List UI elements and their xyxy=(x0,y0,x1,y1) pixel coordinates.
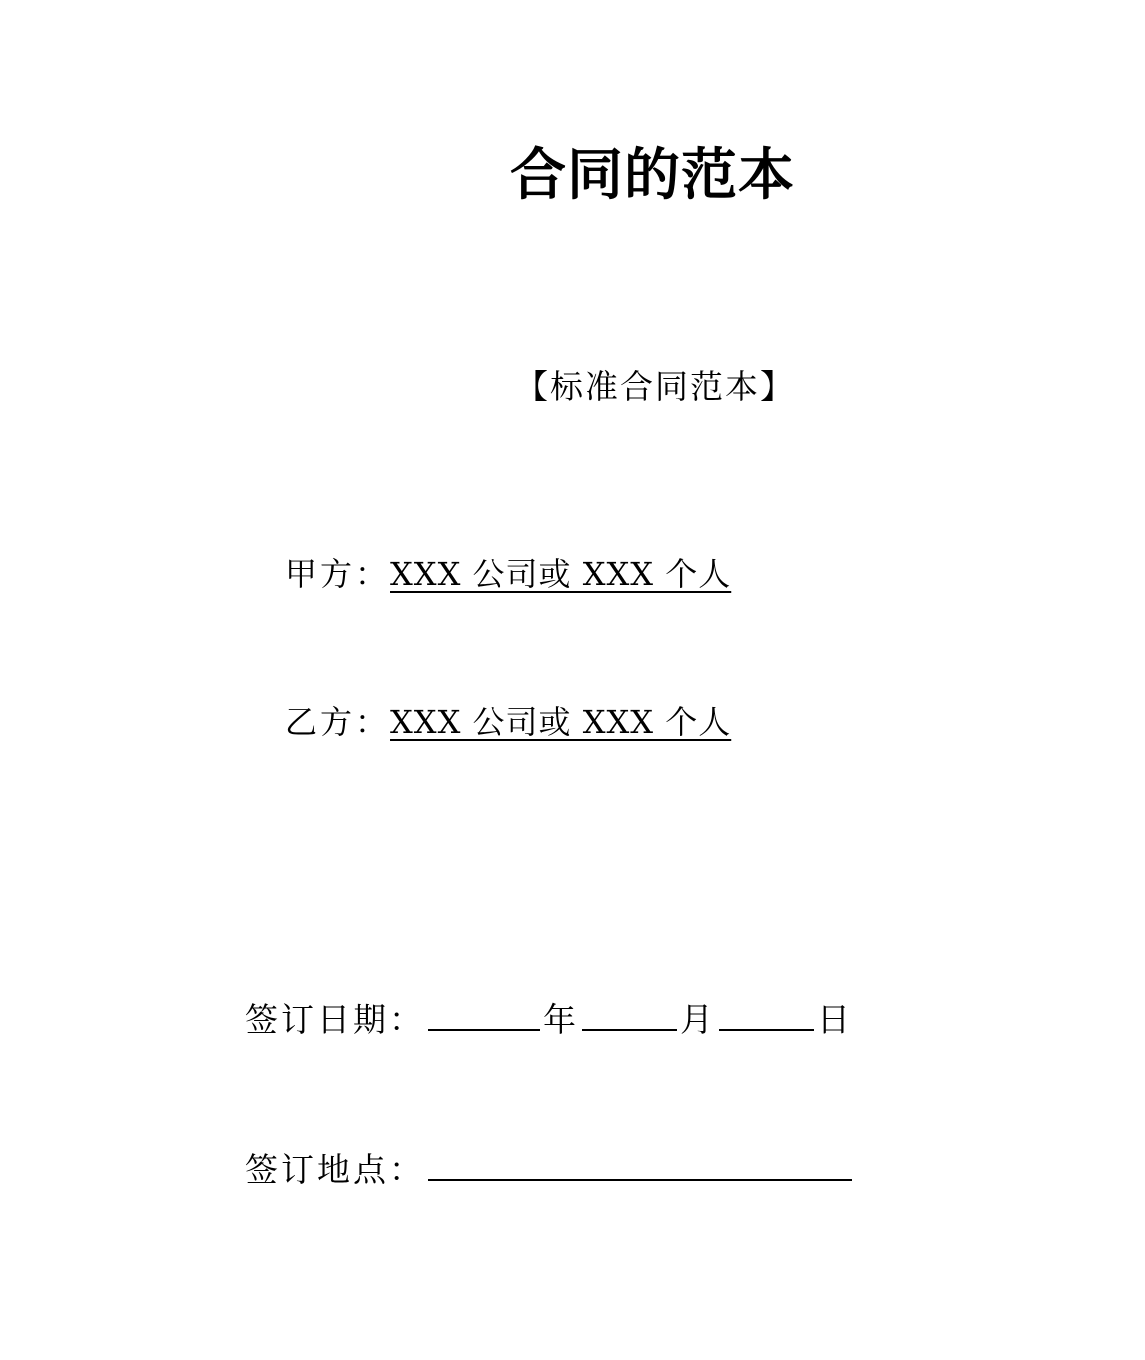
signing-place-row xyxy=(245,1148,855,1192)
month-unit: 月 xyxy=(680,1000,716,1039)
year-blank-line xyxy=(428,999,540,1031)
day-blank-line xyxy=(719,999,814,1031)
year-unit: 年 xyxy=(543,1000,579,1039)
day-unit: 日 xyxy=(817,1000,853,1039)
signing-date-label: 签订日期： xyxy=(245,1000,425,1039)
party-b-row xyxy=(285,700,731,744)
party-b-value: XXX 公司或 XXX 个人 xyxy=(390,703,732,741)
document-title: 合同的范本 xyxy=(510,143,795,208)
party-a-label: 甲方： xyxy=(285,555,391,593)
party-b-label: 乙方： xyxy=(285,703,391,741)
signing-date-row xyxy=(245,998,853,1042)
month-blank-line xyxy=(582,999,677,1031)
party-a-row xyxy=(285,552,731,596)
document-subtitle: 【标准合同范本】 xyxy=(515,367,795,406)
place-blank-line xyxy=(428,1149,852,1181)
party-a-value: XXX 公司或 XXX 个人 xyxy=(390,555,732,593)
signing-place-label: 签订地点： xyxy=(245,1150,425,1189)
